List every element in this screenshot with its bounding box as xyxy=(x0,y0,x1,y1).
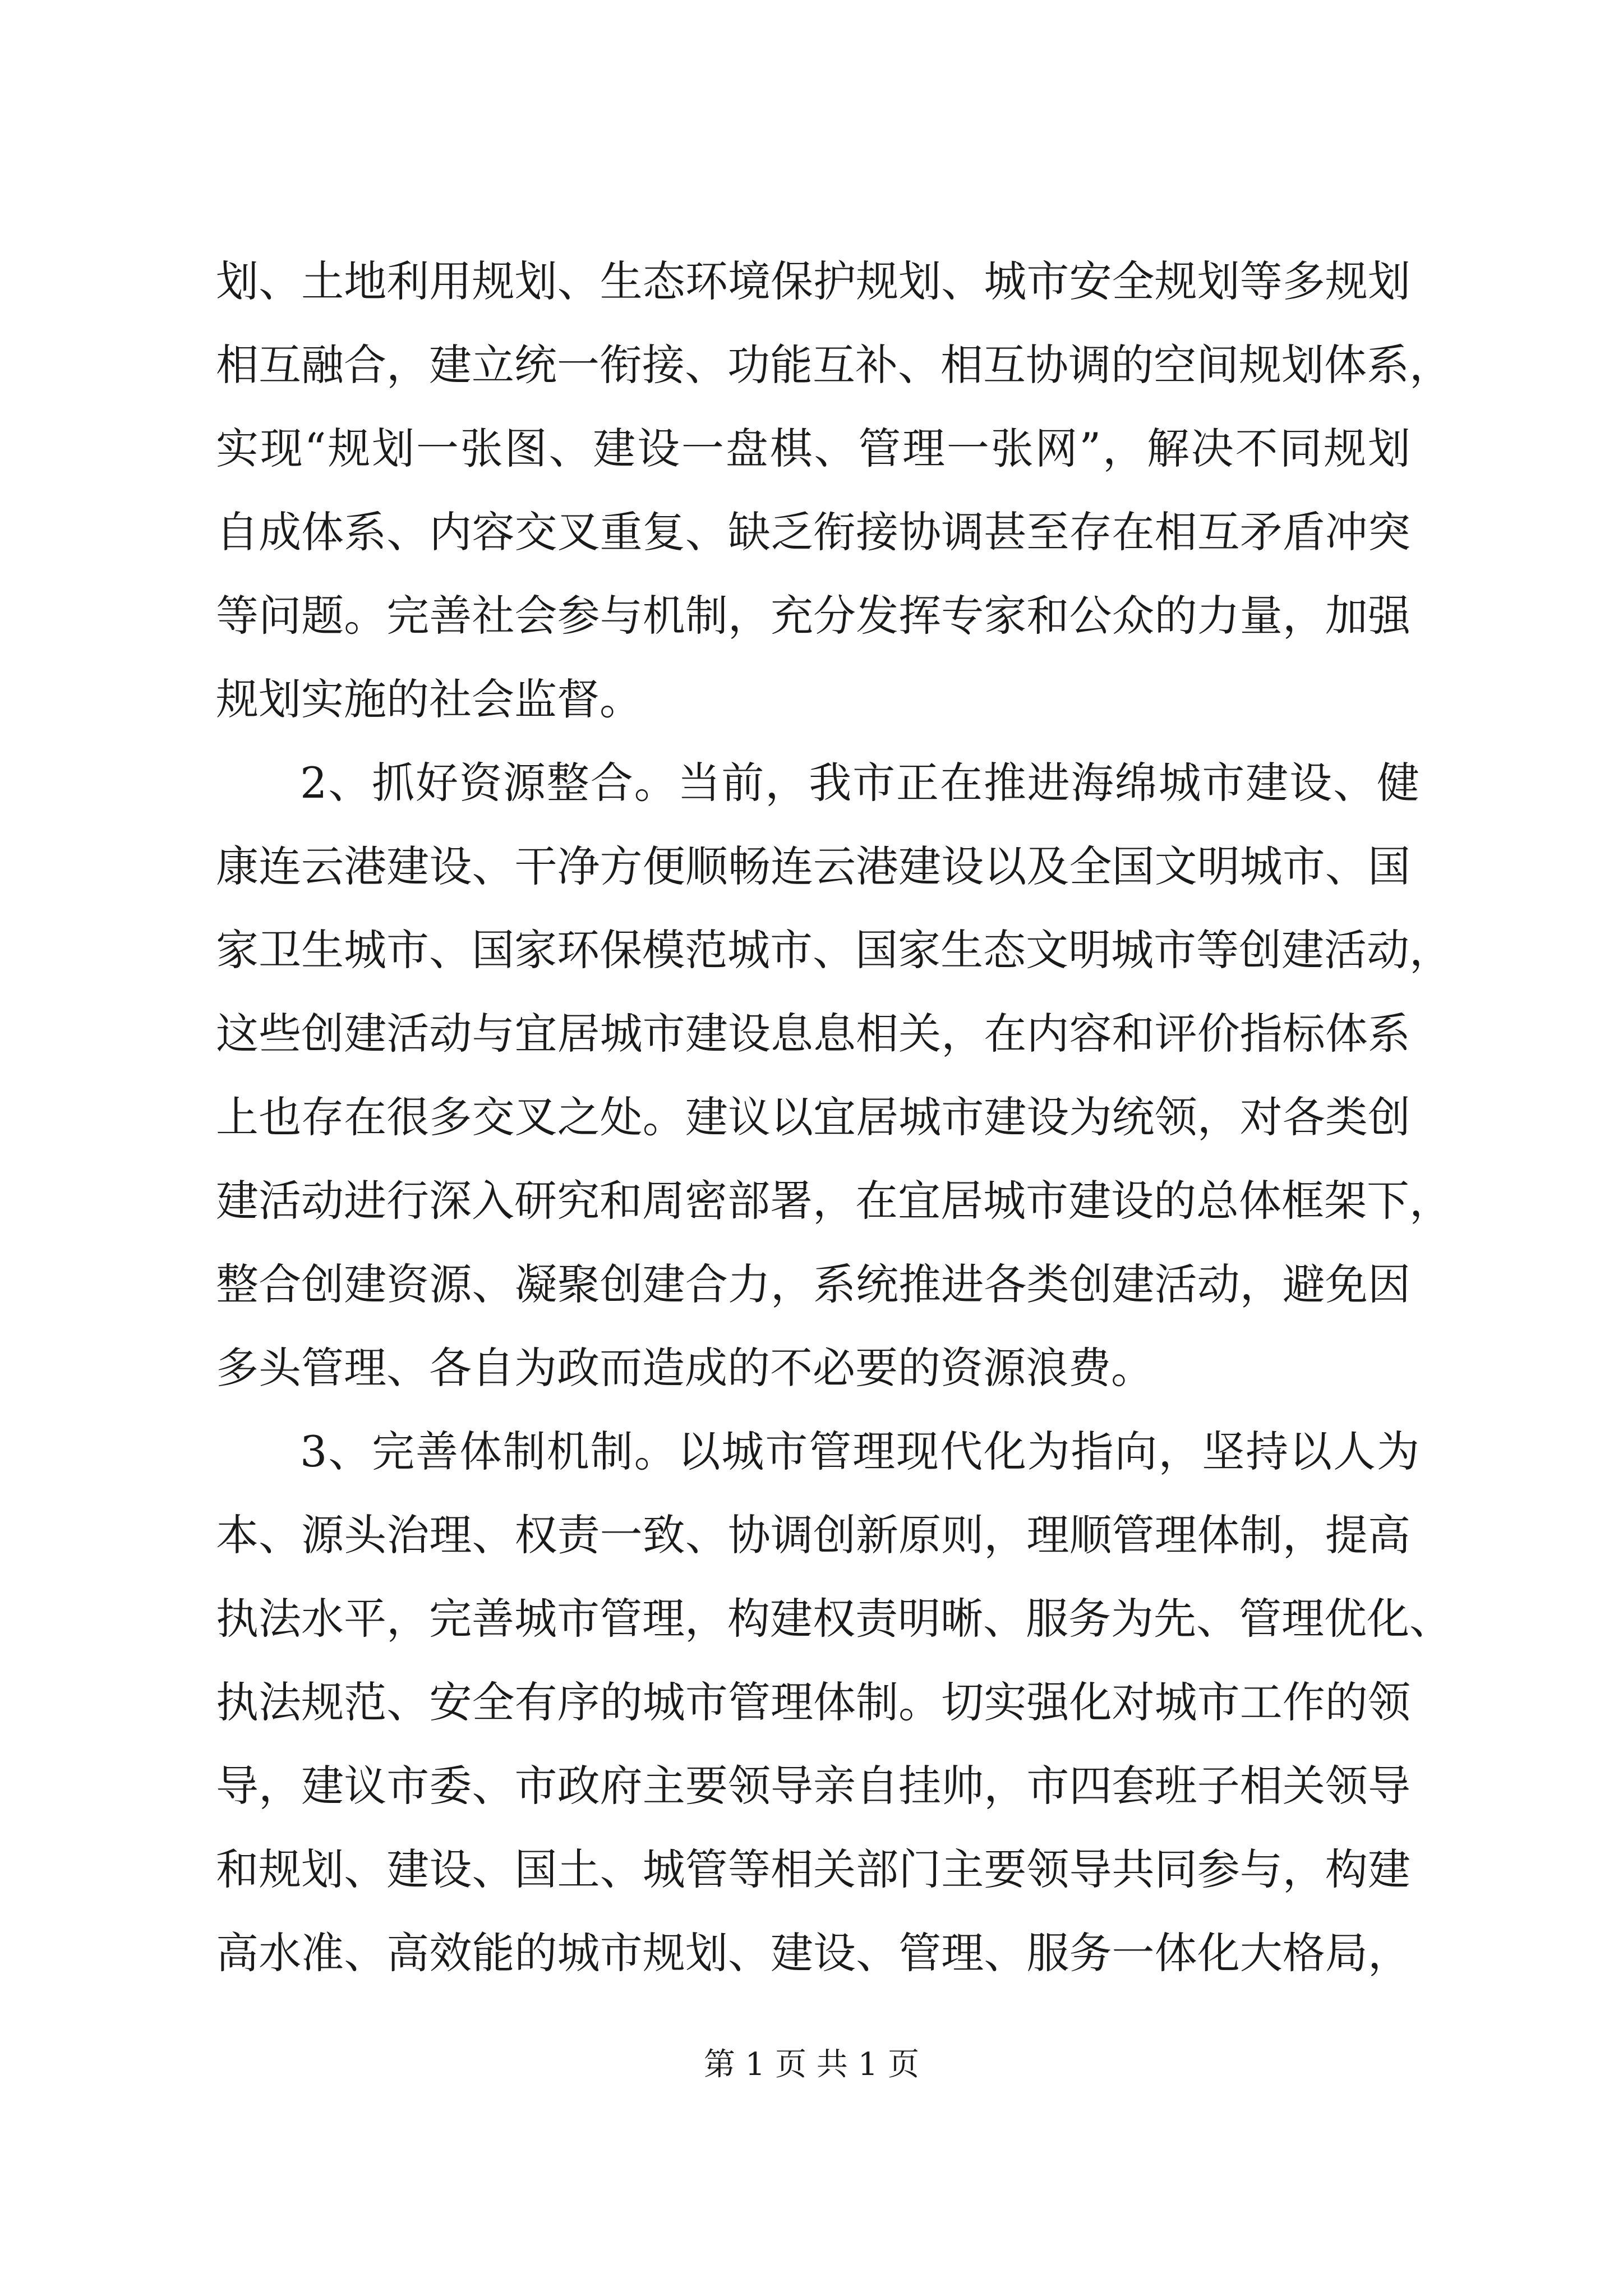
text-line: 执法规范、安全有序的城市管理体制。切实强化对城市工作的领 xyxy=(216,1677,1410,1727)
text-line: 等问题。完善社会参与机制，充分发挥专家和公众的力量，加强 xyxy=(216,591,1410,641)
text-line: 家卫生城市、国家环保模范城市、国家生态文明城市等创建活动， xyxy=(216,925,1452,975)
text-line: 和规划、建设、国土、城管等相关部门主要领导共同参与，构建 xyxy=(216,1844,1410,1894)
text-line: 多头管理、各自为政而造成的不必要的资源浪费。 xyxy=(216,1343,1154,1393)
text-line: 3、完善体制机制。以城市管理现代化为指向，坚持以人为 xyxy=(300,1427,1419,1476)
text-line: 整合创建资源、凝聚创建合力，系统推进各类创建活动，避免因 xyxy=(216,1259,1410,1309)
text-line: 建活动进行深入研究和周密部署，在宜居城市建设的总体框架下， xyxy=(216,1176,1452,1226)
text-line: 康连云港建设、干净方便顺畅连云港建设以及全国文明城市、国 xyxy=(216,841,1410,891)
text-line: 2、抓好资源整合。当前，我市正在推进海绵城市建设、健 xyxy=(300,758,1419,808)
text-line: 实现“规划一张图、建设一盘棋、管理一张网”，解决不同规划 xyxy=(216,424,1410,473)
text-line: 执法水平，完善城市管理，构建权责明晰、服务为先、管理优化、 xyxy=(216,1594,1452,1644)
text-line: 规划实施的社会监督。 xyxy=(216,674,642,724)
text-line: 自成体系、内容交叉重复、缺乏衔接协调甚至存在相互矛盾冲突 xyxy=(216,507,1410,557)
text-line: 这些创建活动与宜居城市建设息息相关，在内容和评价指标体系 xyxy=(216,1009,1410,1059)
text-line: 导，建议市委、市政府主要领导亲自挂帅，市四套班子相关领导 xyxy=(216,1761,1410,1811)
text-line: 本、源头治理、权责一致、协调创新原则，理顺管理体制，提高 xyxy=(216,1510,1410,1560)
page-footer: 第 1 页 共 1 页 xyxy=(703,2046,920,2083)
text-line: 高水准、高效能的城市规划、建设、管理、服务一体化大格局， xyxy=(216,1928,1410,1978)
text-line: 上也存在很多交叉之处。建议以宜居城市建设为统领，对各类创 xyxy=(216,1092,1410,1142)
text-line: 划、土地利用规划、生态环境保护规划、城市安全规划等多规划 xyxy=(216,256,1410,306)
text-line: 相互融合，建立统一衔接、功能互补、相互协调的空间规划体系， xyxy=(216,340,1452,390)
